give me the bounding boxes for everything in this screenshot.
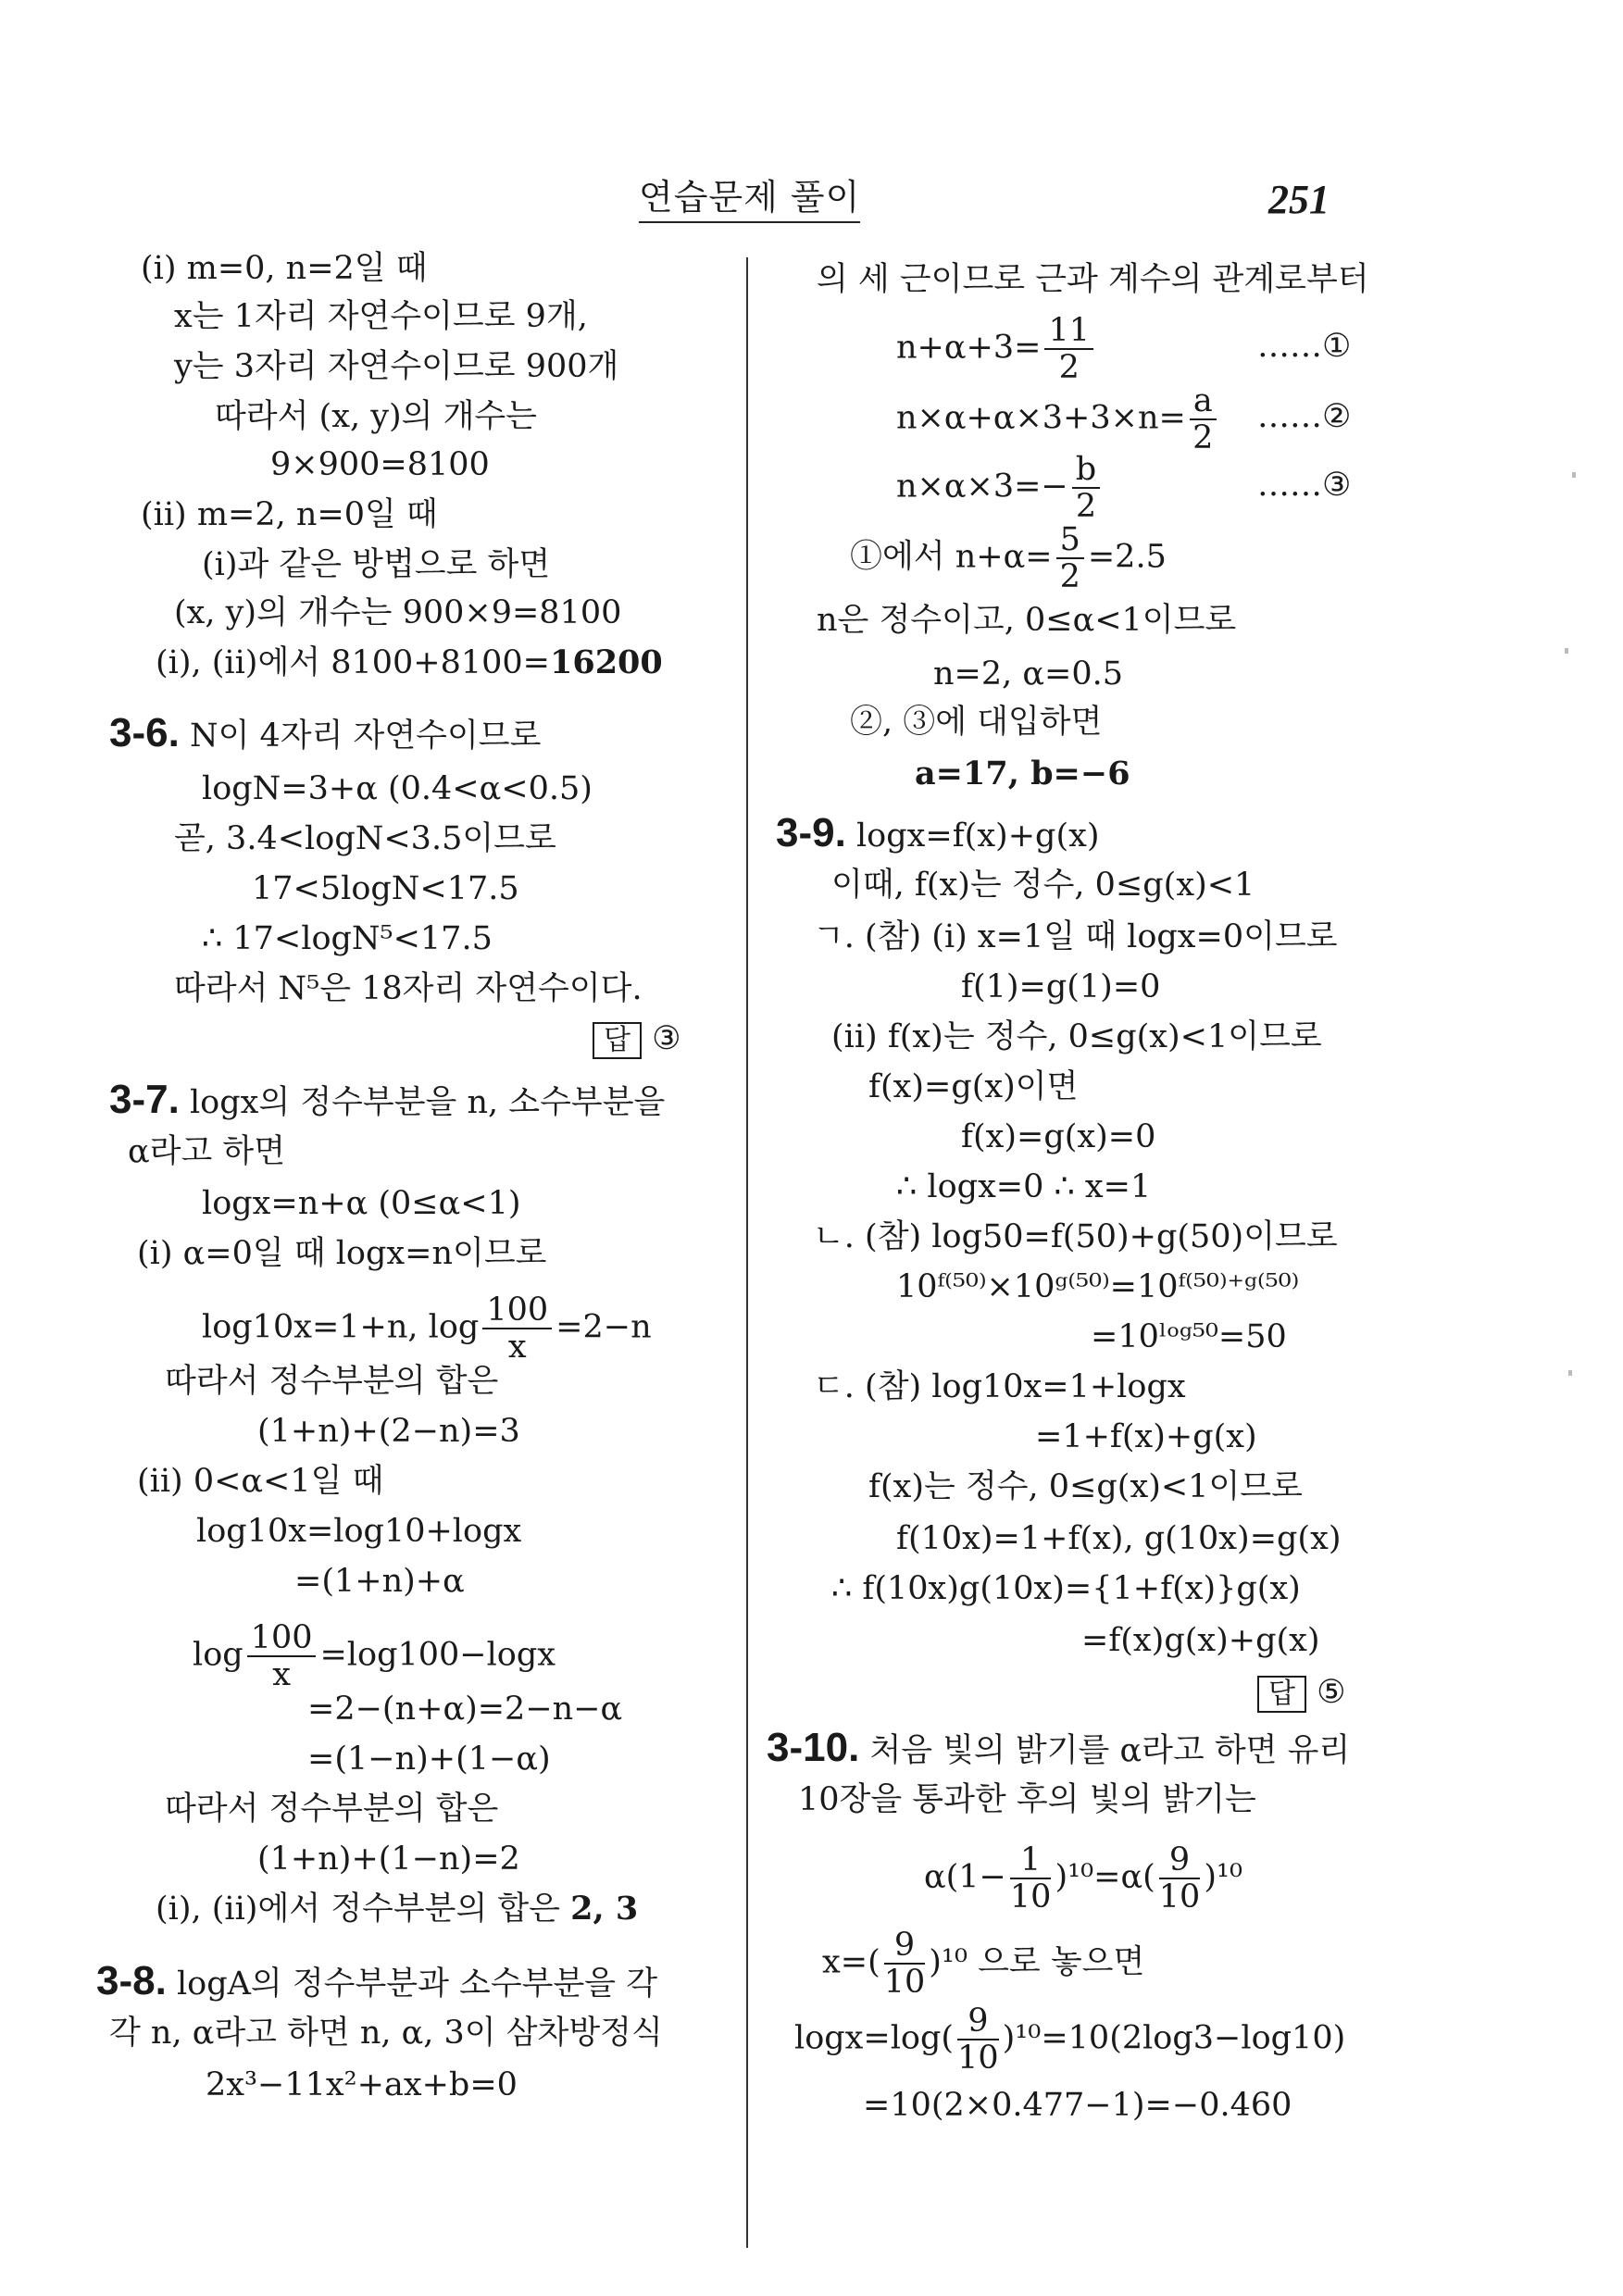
text-line: =(1+n)+α — [294, 1563, 465, 1600]
text-fragment: =2.5 — [1087, 538, 1167, 576]
text-line: =(1−n)+(1−α) — [307, 1741, 551, 1778]
answer-choice: ⑤ — [1317, 1674, 1346, 1711]
fraction — [1010, 1842, 1052, 1915]
fraction — [1072, 452, 1100, 524]
text-line: (ii) 0<α<1일 때 — [137, 1463, 384, 1500]
text-line: ㄱ. (참) (i) x=1일 때 logx=0이므로 — [813, 918, 1338, 955]
text-line: f(x)는 정수, 0≤g(x)<1이므로 — [868, 1468, 1303, 1505]
text-line: α라고 하면 — [128, 1133, 286, 1170]
text-line: f(10x)=1+f(x), g(10x)=g(x) — [896, 1520, 1342, 1557]
text-line — [156, 1889, 638, 1929]
numerator: a — [1190, 383, 1217, 420]
text-line: logN=3+α (0.4<α<0.5) — [202, 770, 593, 807]
text-line — [924, 1842, 1242, 1915]
text-line: n=2, α=0.5 — [933, 655, 1124, 693]
numerator: 1 — [1010, 1842, 1052, 1879]
scan-speck — [1565, 648, 1568, 654]
problem-number: 3-6. — [109, 710, 180, 755]
text-line: x는 1자리 자연수이므로 9개, — [174, 298, 588, 335]
answer-line — [593, 1018, 681, 1059]
text-line: ∴ 17<logN⁵<17.5 — [202, 920, 493, 957]
denominator: 2 — [1059, 558, 1080, 595]
denominator: x — [272, 1656, 291, 1693]
text-line: 곧, 3.4<logN<3.5이므로 — [174, 820, 556, 857]
text-line: logx=n+α (0≤α<1) — [202, 1185, 521, 1222]
text-line: ②, ③에 대입하면 — [850, 704, 1103, 741]
equation-marker: ……③ — [1257, 467, 1352, 504]
text-line: log10x=log10+logx — [196, 1513, 522, 1550]
text-fragment: )¹⁰ 으로 놓으면 — [929, 1943, 1145, 1981]
text-line: 각 n, α라고 하면 n, α, 3이 삼차방정식 — [109, 2015, 663, 2052]
text-line: (ii) f(x)는 정수, 0≤g(x)<1이므로 — [831, 1018, 1322, 1055]
text-fragment: )¹⁰ — [1204, 1858, 1243, 1896]
text-line: (1+n)+(2−n)=3 — [257, 1413, 520, 1450]
text-line: (i) m=0, n=2일 때 — [141, 250, 428, 287]
text-line: f(1)=g(1)=0 — [961, 968, 1161, 1005]
text-line: 10ᶠ⁽⁵⁰⁾×10ᵍ⁽⁵⁰⁾=10ᶠ⁽⁵⁰⁾⁺ᵍ⁽⁵⁰⁾ — [896, 1268, 1300, 1305]
text-fragment: ①에서 n+α= — [850, 538, 1053, 576]
denominator: 10 — [1158, 1878, 1201, 1915]
fraction — [1056, 522, 1084, 594]
text-fragment: n×α×3=− — [896, 468, 1068, 505]
text-line: =f(x)g(x)+g(x) — [1081, 1622, 1320, 1659]
text-line — [850, 522, 1167, 594]
text-line — [896, 383, 1220, 455]
text-fragment: n+α+3= — [896, 329, 1042, 367]
numerator: 9 — [884, 1928, 926, 1965]
text-line: (ii) m=2, n=0일 때 — [141, 496, 438, 533]
fraction — [1044, 313, 1093, 385]
text-line: 10장을 통과한 후의 빛의 밝기는 — [798, 1781, 1256, 1818]
fraction — [247, 1620, 317, 1692]
text-fragment: )¹⁰=α( — [1055, 1858, 1155, 1896]
denominator: 2 — [1075, 488, 1097, 525]
problem-number: 3-7. — [109, 1077, 180, 1122]
problem-3-6-line — [109, 710, 542, 756]
answer-value: a=17, b=−6 — [915, 755, 1130, 792]
text-fragment: α(1− — [924, 1858, 1006, 1896]
text-fragment: (i), (ii)에서 정수부분의 합은 — [156, 1890, 571, 1928]
text-line: =2−(n+α)=2−n−α — [307, 1691, 623, 1728]
text-line: y는 3자리 자연수이므로 900개 — [174, 348, 619, 385]
text-fragment: )¹⁰=10(2log3−log10) — [1002, 2019, 1346, 2057]
fraction — [957, 2003, 999, 2076]
text-line — [896, 452, 1104, 524]
fraction — [1159, 1842, 1201, 1915]
problem-number: 3-9. — [776, 810, 846, 855]
text-line: ∴ logx=0 ∴ x=1 — [896, 1168, 1152, 1205]
page-number: 251 — [1268, 177, 1330, 222]
denominator: 10 — [1009, 1878, 1052, 1915]
column-divider — [746, 257, 748, 2248]
fraction — [884, 1928, 926, 2000]
text-fragment: x=( — [822, 1943, 880, 1981]
equation-marker: ……② — [1257, 398, 1352, 435]
text-line: (i) α=0일 때 logx=n이므로 — [137, 1235, 547, 1272]
text-line: (1+n)+(1−n)=2 — [257, 1841, 520, 1878]
text-line: 따라서 정수부분의 합은 — [165, 1363, 499, 1400]
text-line: (i)과 같은 방법으로 하면 — [202, 546, 551, 583]
text-line: 이때, f(x)는 정수, 0≤g(x)<1 — [831, 867, 1255, 904]
problem-number: 3-8. — [96, 1958, 167, 2003]
text-line: 9×900=8100 — [270, 446, 490, 483]
denominator: 10 — [957, 2040, 999, 2077]
text-fragment: logx의 정수부분을 n, 소수부분을 — [189, 1084, 666, 1121]
numerator: b — [1072, 452, 1100, 489]
text-line — [202, 1292, 652, 1365]
text-fragment: =log100−logx — [319, 1636, 556, 1674]
text-line: 2x³−11x²+ax+b=0 — [206, 2066, 518, 2103]
numerator: 9 — [957, 2003, 999, 2040]
text-line: 의 세 근이므로 근과 계수의 관계로부터 — [817, 261, 1369, 298]
text-line: =10ˡᵒᵍ⁵⁰=50 — [1091, 1318, 1287, 1355]
text-line: =10(2×0.477−1)=−0.460 — [863, 2087, 1292, 2124]
numerator: 11 — [1044, 313, 1093, 350]
text-line — [794, 2003, 1345, 2076]
denominator: 2 — [1058, 349, 1080, 386]
equation-marker: ……① — [1257, 328, 1352, 365]
text-fragment: n×α+α×3+3×n= — [896, 399, 1186, 437]
text-fragment: logA의 정수부분과 소수부분을 각 — [176, 1965, 658, 2003]
scan-speck — [1568, 1370, 1572, 1376]
denominator: 10 — [883, 1964, 926, 2001]
numerator: 100 — [247, 1620, 317, 1657]
denominator: 2 — [1192, 419, 1214, 456]
text-line: ㄴ. (참) log50=f(50)+g(50)이므로 — [813, 1218, 1338, 1255]
numerator: 9 — [1159, 1842, 1201, 1879]
text-line: f(x)=g(x)=0 — [961, 1118, 1156, 1155]
answer-choice: ③ — [652, 1020, 681, 1057]
text-line — [896, 313, 1097, 385]
problem-3-9-line — [776, 810, 1100, 856]
text-line: 따라서 (x, y)의 개수는 — [215, 398, 537, 435]
problem-number: 3-10. — [767, 1725, 860, 1770]
text-fragment: log — [193, 1636, 243, 1674]
answer-box: 답 — [593, 1022, 642, 1059]
answer-value: 16200 — [550, 643, 663, 681]
text-line: 따라서 N⁵은 18자리 자연수이다. — [174, 970, 643, 1007]
problem-3-10-line — [767, 1725, 1351, 1771]
scan-speck — [1572, 472, 1576, 478]
text-fragment: logx=f(x)+g(x) — [855, 817, 1100, 855]
text-fragment: =2−n — [556, 1308, 652, 1346]
text-line: ㄷ. (참) log10x=1+logx — [813, 1368, 1186, 1405]
numerator: 5 — [1056, 522, 1084, 559]
text-line: 17<5logN<17.5 — [252, 870, 519, 907]
text-fragment: 처음 빛의 밝기를 α라고 하면 유리 — [869, 1732, 1351, 1769]
text-line — [193, 1620, 556, 1692]
text-line: =1+f(x)+g(x) — [1035, 1418, 1257, 1455]
numerator: 100 — [482, 1292, 552, 1329]
text-line: ∴ f(10x)g(10x)={1+f(x)}g(x) — [831, 1570, 1301, 1607]
answer-value: 2, 3 — [570, 1890, 639, 1928]
text-line — [822, 1928, 1144, 2000]
fraction — [482, 1292, 552, 1365]
fraction — [1190, 383, 1217, 455]
problem-3-7-line — [109, 1079, 665, 1123]
text-fragment: logx=log( — [794, 2019, 955, 2057]
text-line: (x, y)의 개수는 900×9=8100 — [174, 594, 622, 631]
text-fragment: log10x=1+n, log — [202, 1308, 480, 1346]
answer-box: 답 — [1257, 1676, 1306, 1713]
text-line: f(x)=g(x)이면 — [868, 1068, 1079, 1105]
text-fragment: N이 4자리 자연수이므로 — [189, 718, 542, 755]
text-line: n은 정수이고, 0≤α<1이므로 — [817, 602, 1237, 639]
text-line: 따라서 정수부분의 합은 — [165, 1791, 499, 1828]
page-header-title: 연습문제 풀이 — [639, 168, 860, 223]
text-fragment: (i), (ii)에서 8100+8100= — [156, 644, 550, 681]
denominator: x — [507, 1329, 527, 1366]
problem-3-8-line — [96, 1958, 658, 2004]
text-line — [156, 643, 663, 683]
answer-line — [1257, 1672, 1346, 1713]
